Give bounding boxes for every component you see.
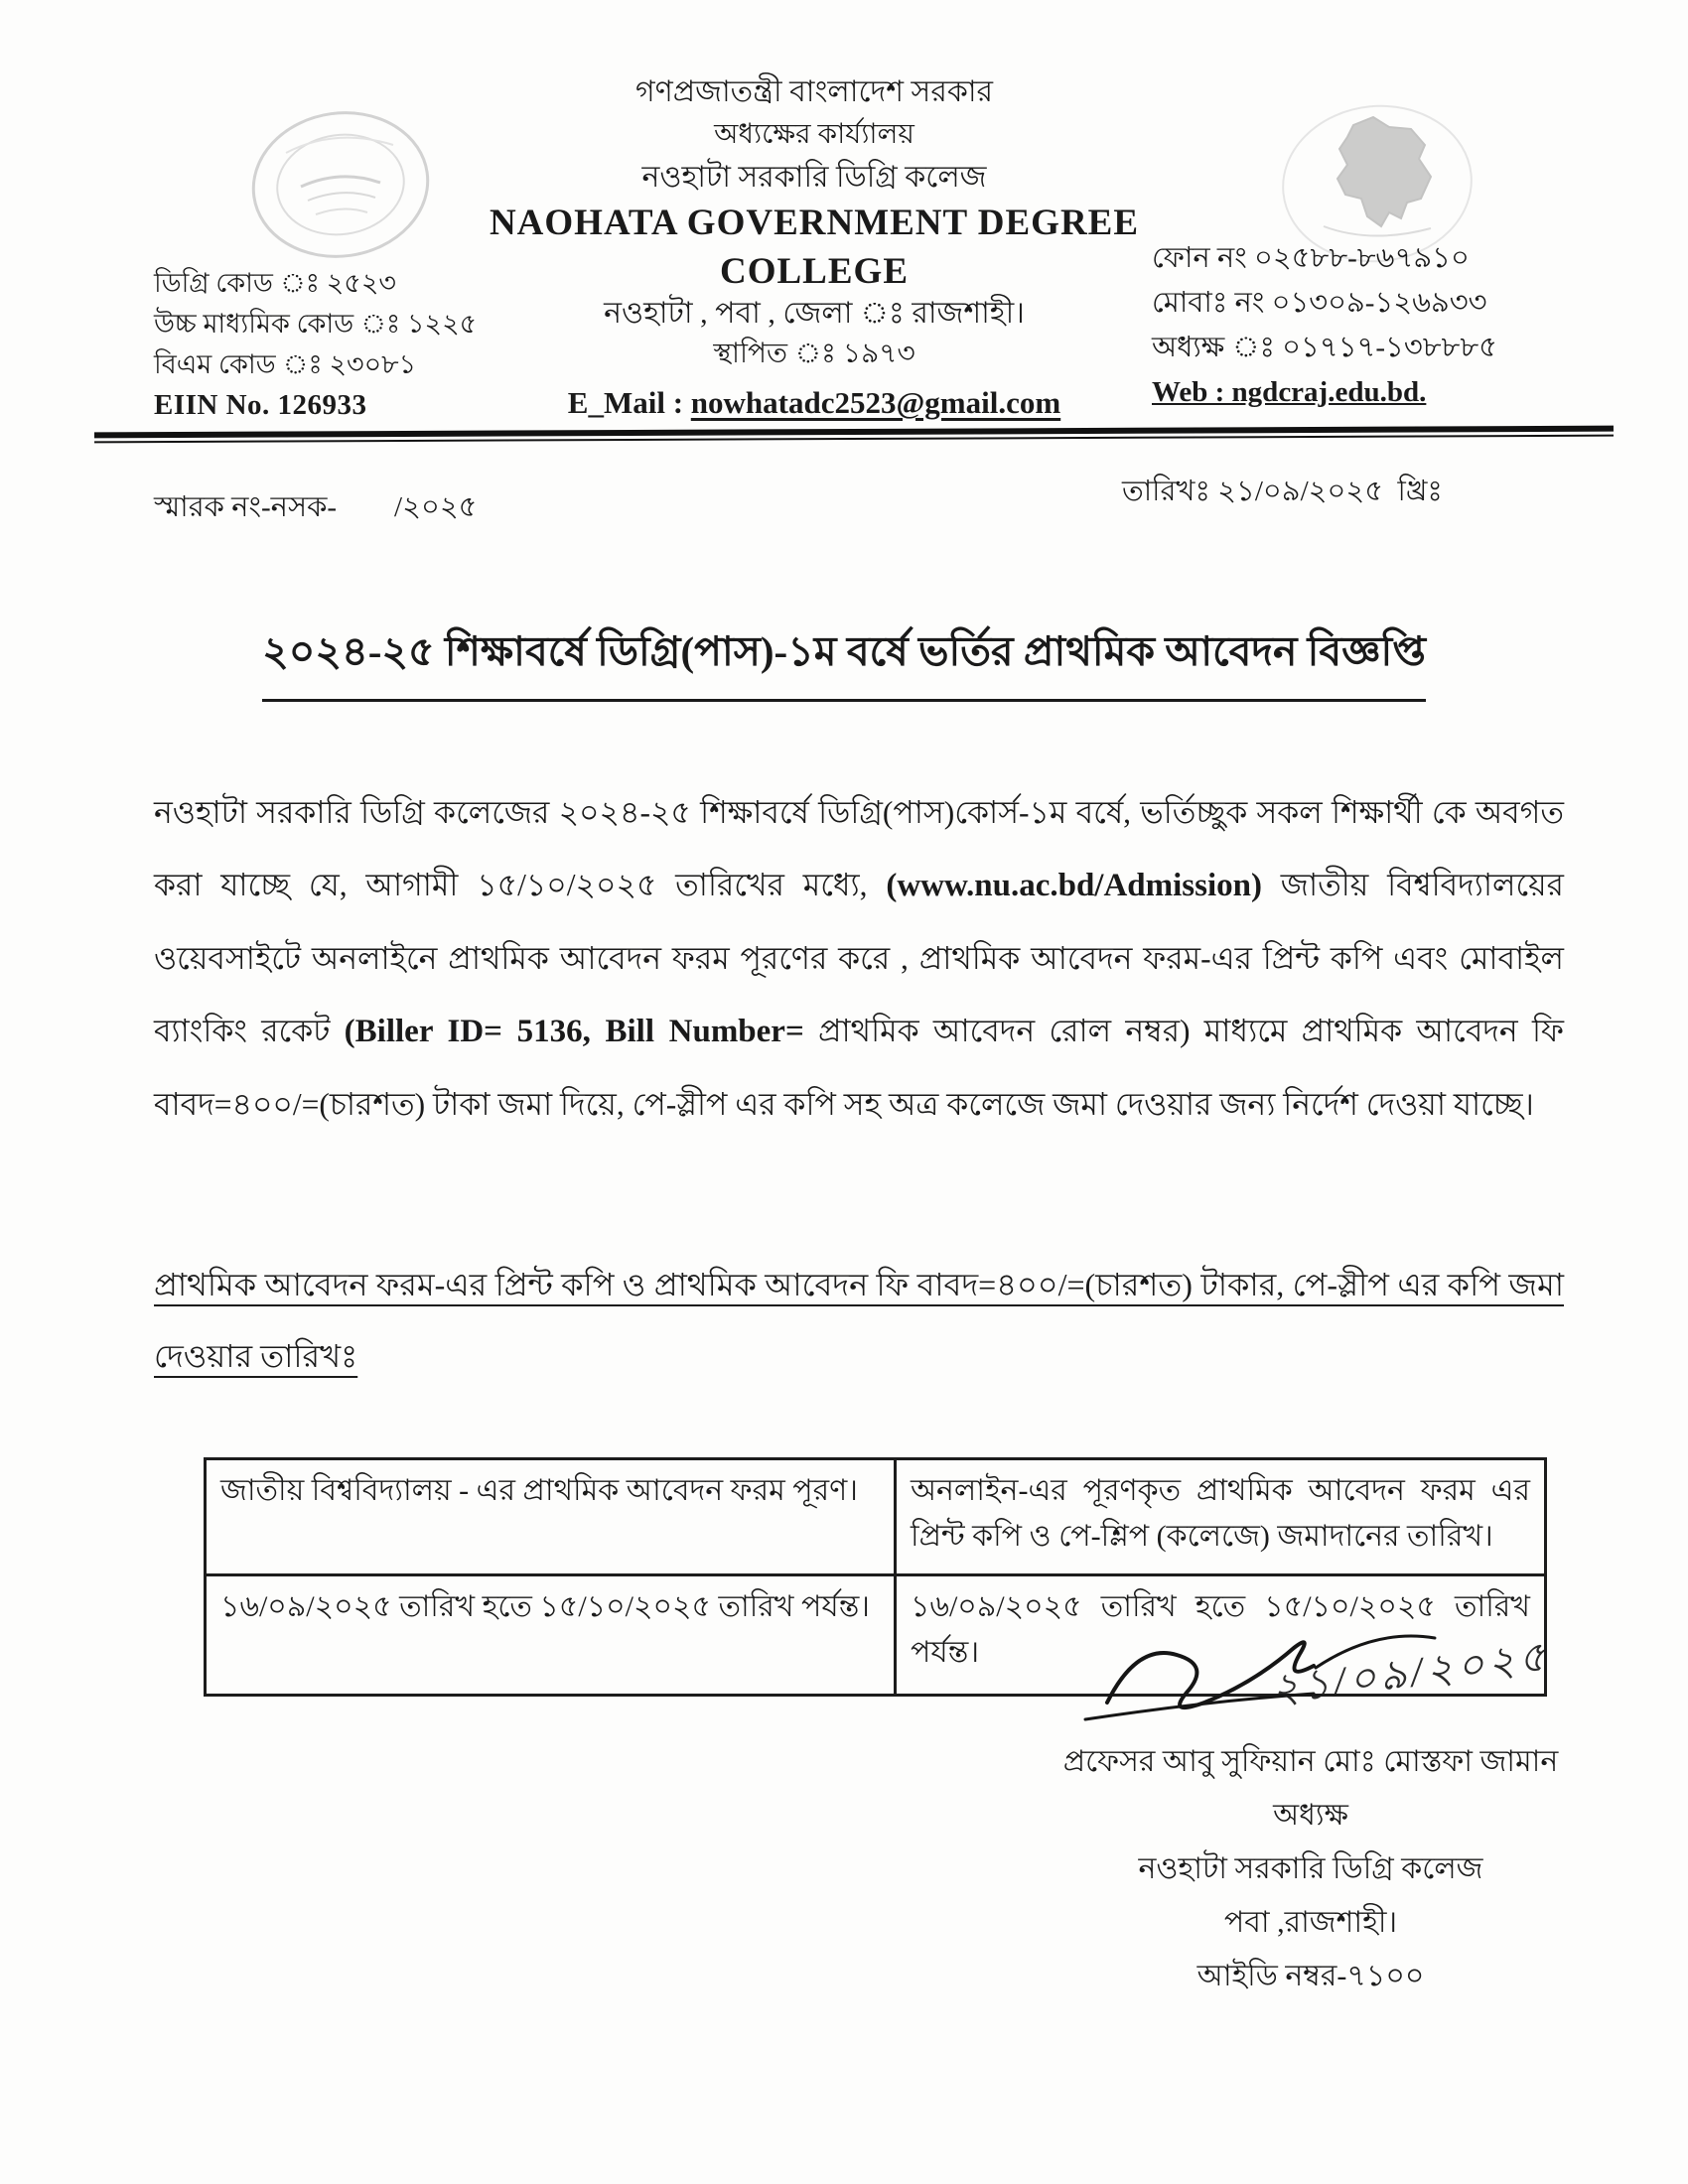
govt-line: গণপ্রজাতন্ত্রী বাংলাদেশ সরকার: [634, 75, 994, 108]
contact-block: [1152, 236, 1569, 415]
signature-block: [993, 1735, 1628, 2003]
header-divider: [94, 426, 1614, 444]
website-url: Web : ngdcraj.edu.bd.: [1152, 376, 1427, 408]
p1-bn-3: প্রাথমিক আবেদন রোল নম্বর) মাধ্যমে প্রাথমিক আবেদন ফি বাবদ=৪০০/=(চারশত) টাকা জমা দিয়ে, পে-স্লীপ এর কপি সহ অত্র কলেজে জমা দেওয়ার জন্য নির্দেশ দেওয়া যাচ্ছে।: [154, 1014, 1565, 1122]
signature-location: পবা ,রাজশাহী।: [1223, 1906, 1398, 1939]
principal-number: অধ্যক্ষ ঃ ০১৭১৭-১৩৮৮৮৫: [1152, 332, 1497, 363]
principal-name: প্রফেসর আবু সুফিয়ান মোঃ মোস্তফা জামান: [1062, 1745, 1559, 1778]
table-data-cell-1: ১৬/০৯/২০২৫ তারিখ হতে ১৫/১০/২০২৫ তারিখ পর্যন্ত।: [206, 1575, 896, 1696]
letterhead: [427, 77, 1201, 368]
table-header-cell-2: অনলাইন-এর পূরণকৃত প্রাথমিক আবেদন ফরম এর প্রিন্ট কপি ও পে-শ্লিপ (কলেজে) জমাদানের তারিখ।: [896, 1459, 1546, 1575]
table-header-row: [206, 1459, 1546, 1575]
email-label: E_Mail :: [567, 385, 691, 420]
p1-admission-url: (www.nu.ac.bd/Admission): [886, 868, 1263, 903]
mobile-number: মোবাঃ নং ০১৩০৯-১২৬৯৩৩: [1152, 287, 1487, 319]
college-codes: [154, 263, 482, 426]
p1-bn-2: জাতীয় বিশ্ববিদ্যালয়ের ওয়েবসাইটে অনলাইনে প্রাথমিক আবেদন ফরম পূরণের করে , প্রাথমিক আবেদন ফরম-এর প্রিন্ট কপি এবং মোবাইল ব্যাংকিং রকেট: [154, 868, 1564, 1048]
table-data-cell-2: ১৬/০৯/২০২৫ তারিখ হতে ১৫/১০/২০২৫ তারিখ পর্যন্ত।: [896, 1575, 1546, 1696]
degree-code: ডিগ্রি কোড ঃ ২৫২৩: [154, 268, 396, 298]
memo-date: তারিখঃ ২১/০৯/২০২৫ খ্রিঃ: [1122, 476, 1443, 507]
eiin-number: EIIN No. 126933: [154, 389, 367, 421]
signature-id-number: আইডি নম্বর-৭১০০: [1196, 1960, 1425, 1992]
p1-bn-1: নওহাটা সরকারি ডিগ্রি কলেজের ২০২৪-২৫ শিক্ষাবর্ষে ডিগ্রি(পাস)কোর্স-১ম বর্ষে, ভর্তিচ্ছুক সকল শিক্ষার্থী কে অবগত করা যাচ্ছে যে, আগামী ১৫/১০/২০২৫ তারিখের মধ্যে,: [154, 795, 1564, 902]
established-line: স্থাপিত ঃ ১৯৭৩: [713, 339, 915, 370]
body-paragraph-1: [154, 776, 1564, 1141]
email-address: nowhatadc2523@gmail.com: [690, 385, 1061, 420]
bm-code: বিএম কোড ঃ ২৩০৮১: [154, 349, 417, 379]
office-line: অধ্যক্ষের কার্য্যালয়: [714, 119, 914, 150]
principal-designation: অধ্যক্ষ: [1273, 1799, 1348, 1832]
p1-biller-id: (Biller ID= 5136, Bill Number=: [344, 1014, 804, 1049]
hsc-code: উচ্চ মাধ্যমিক কোড ঃ ১২২৫: [154, 309, 478, 339]
table-header-cell-1: জাতীয় বিশ্ববিদ্যালয় - এর প্রাথমিক আবেদন ফরম পূরণ।: [206, 1459, 896, 1575]
college-name-bn: নওহাটা সরকারি ডিগ্রি কলেজ: [641, 161, 987, 194]
college-seal-watermark: [246, 107, 435, 266]
college-address: নওহাটা , পবা , জেলা ঃ রাজশাহী।: [604, 297, 1025, 331]
signature-college-name: নওহাটা সরকারি ডিগ্রি কলেজ: [1138, 1852, 1483, 1885]
body-paragraph-2: প্রাথমিক আবেদন ফরম-এর প্রিন্ট কপি ও প্রাথমিক আবেদন ফি বাবদ=৪০০/=(চারশত) টাকার, পে-স্লীপ এর কপি জমা দেওয়ার তারিখঃ: [154, 1267, 1564, 1374]
college-name-en-line2: COLLEGE: [720, 250, 909, 292]
notice-title: ২০২৪-২৫ শিক্ষাবর্ষে ডিগ্রি(পাস)-১ম বর্ষে ভর্তির প্রাথমিক আবেদন বিজ্ঞপ্তি: [149, 620, 1539, 702]
email-line: [427, 385, 1201, 421]
phone-number: ফোন নং ০২৫৮৮-৮৬৭৯১০: [1152, 242, 1470, 274]
college-name-en-line1: NAOHATA GOVERNMENT DEGREE: [489, 203, 1140, 243]
memo-number: স্মারক নং-নসক- /২০২৫: [154, 491, 478, 523]
handwritten-date: ২১/০৯/২০২৫: [1269, 1634, 1553, 1714]
